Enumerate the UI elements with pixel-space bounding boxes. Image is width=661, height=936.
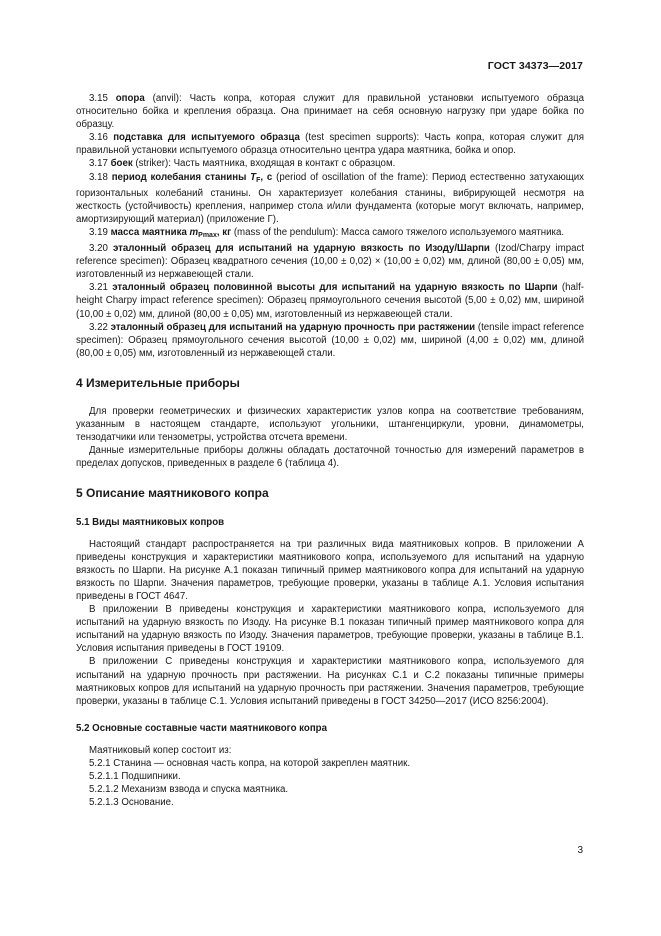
term-number: 3.20 (89, 243, 108, 255)
term-definition: (test specimen supports): Часть копра, которая служит для правильной установки испытуемого образца относительно центра удара маятника, бойка и опор. (76, 132, 584, 157)
page-number: 3 (577, 845, 583, 856)
page-content (76, 92, 584, 809)
term-3-18 (76, 171, 584, 226)
term-name (111, 227, 232, 238)
list-line: 5.2.1.1 Подшипники. (89, 771, 181, 783)
paragraph: В приложении С приведены конструкция и характеристики маятникового копра, используемого для испытаний на ударную прочность при растяжении. На рисунках С.1 и С.2 показаны типичные примеры маятниковых копров для испытаний на ударную прочность при растяжении. Значения параметров, требующие проверки, указаны в таблице С.1. Условия испытаний приведены в ГОСТ 34250—2017 (ИСО 8256:2004). (76, 656, 584, 707)
term-symbol: T (250, 171, 257, 183)
term-unit: , кг (216, 226, 232, 238)
term-definition: (anvil): Часть копра, которая служит для правильной установки испытуемого образца относительно бойка и крепления образца. Она принимает на себя основную нагрузку при ударе бойка по образцу. (76, 93, 584, 131)
term-number: 3.19 (89, 226, 108, 238)
term-name: боек (110, 158, 133, 170)
subsection-5-1-title: 5.1 Виды маятниковых копров (76, 516, 225, 528)
term-name: эталонный образец для испытаний на ударную прочность при растяжении (110, 321, 476, 333)
term-3-17 (76, 157, 584, 170)
term-definition: (tensile impact reference specimen): Образец прямоугольного сечения высотой (10,00 ± 0,02) мм, шириной (4,00 ± 0,02) мм, длиной (80,00 ± 0,05) мм, изготовленный из нержавеющей стали. (76, 321, 584, 359)
term-definition: (mass of the pendulum): Масса самого тяжелого используемого маятника. (231, 226, 565, 238)
term-name-text: масса маятника (110, 226, 190, 238)
list-line: 5.2.1.3 Основание. (89, 797, 174, 809)
subsection-5-2-title: 5.2 Основные составные части маятникового копра (76, 722, 327, 734)
term-3-15 (76, 92, 584, 131)
term-definition: (Izod/Charpy impact reference specimen): Образец квадратного сечения (10,00 ± 0,02) × (10,00 ± 0,02) мм, длиной (80,00 ± 0,05) мм, изготовленный из нержавеющей стали. (76, 243, 585, 281)
list-line: Маятниковый копер состоит из: (89, 744, 232, 756)
section-4-title: 4 Измерительные приборы (76, 375, 240, 390)
term-3-22 (76, 321, 584, 360)
term-number: 3.16 (89, 132, 108, 144)
term-name: эталонный образец половинной высоты для испытаний на ударную вязкость по Шарпи (112, 282, 558, 294)
term-name: эталонный образец для испытаний на ударную вязкость по Изоду/Шарпи (112, 243, 490, 255)
term-number: 3.17 (89, 158, 108, 170)
paragraph: Настоящий стандарт распространяется на три различных вида маятниковых копров. В приложении А приведены конструкция и характеристики маятникового копра, используемого для испытаний на ударную вязкость по Шарпи. На рисунке А.1 показан типичный пример маятникового копра для испытаний на ударную вязкость по Шарпи. Значения параметров, требующие проверки, указаны в таблице А.1. Условия испытания приведены в ГОСТ 4647. (76, 538, 584, 602)
term-3-16 (76, 131, 584, 157)
term-number: 3.15 (89, 93, 108, 104)
term-name (112, 172, 273, 183)
document-header: ГОСТ 34373—2017 (487, 60, 583, 72)
section-5-title: 5 Описание маятникового копра (76, 486, 269, 501)
term-name: подставка для испытуемого образца (113, 132, 300, 144)
list-line: 5.2.1 Станина — основная часть копра, на которой закреплен маятник. (89, 758, 411, 770)
term-3-21 (76, 281, 584, 320)
term-unit: , с (260, 171, 273, 183)
paragraph: Данные измерительные приборы должны обладать достаточной точностью для измерений параметров в пределах допусков, приведенных в разделе 6 (таблица 4). (76, 445, 584, 470)
term-number: 3.18 (89, 171, 108, 183)
term-number: 3.22 (89, 321, 108, 333)
paragraph: Для проверки геометрических и физических характеристик узлов копра на соответствие требованиям, указанным в настоящем стандарте, используют угольники, штангенциркули, уровни, динамометры, тензодатчики или тензометры, устройства отсчета времени. (76, 405, 584, 444)
term-definition: (striker): Часть маятника, входящая в контакт с образцом. (132, 158, 396, 170)
list-line: 5.2.1.2 Механизм взвода и спуска маятника. (89, 784, 289, 796)
term-definition: (period of oscillation of the frame): Период естественно затухающих горизонтальных колебаний станины. Он характеризует колебания станины, вибрирующей несмотря на жесткость (устойчивость) крепления, например стола и/или фундамента (которые могут включать, например, амортизирующий материал) (приложение Г). (76, 171, 584, 225)
term-name-text: период колебания станины (111, 171, 251, 183)
term-definition: (half-height Charpy impact reference specimen): Образец прямоугольного сечения высотой (5,00 ± 0,02) мм, шириной (10,00 ± 0,02) мм, длиной (80,00 ± 0,05) мм, изготовленный из нержавеющей стали. (76, 282, 584, 320)
term-symbol: m (189, 226, 199, 238)
term-symbol-subscript: Pmax (198, 231, 217, 239)
term-name: опора (115, 93, 145, 104)
term-3-20 (76, 242, 584, 281)
term-symbol-subscript: F (256, 176, 261, 184)
term-3-19 (76, 226, 584, 242)
term-number: 3.21 (89, 282, 108, 294)
paragraph: В приложении В приведены конструкция и характеристики маятникового копра, используемого для испытаний на ударную вязкость по Изоду. На рисунке В.1 показан типичный пример маятникового копра для испытаний на ударную вязкость по Изоду. Значения параметров, требующие проверки, указаны в таблице В.1. Условия испытания приведены в ГОСТ 19109. (76, 604, 584, 655)
